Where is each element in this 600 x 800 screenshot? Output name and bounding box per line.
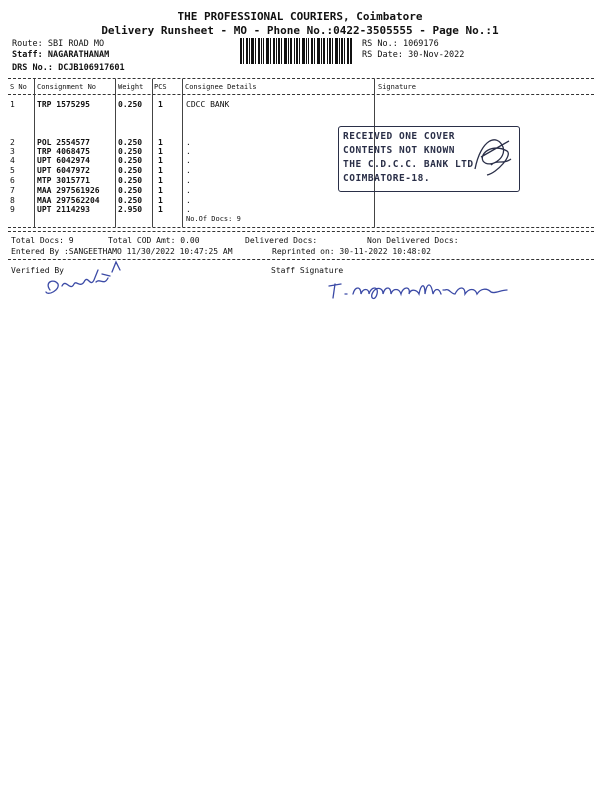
- row-consignment: POL 2554577: [37, 138, 90, 147]
- row-details: .: [186, 205, 191, 214]
- staff-signature: [325, 276, 515, 302]
- row-pcs: 1: [158, 176, 163, 185]
- rs-no-value: 1069176: [402, 39, 439, 49]
- drs-value: DCJB106917601: [58, 63, 125, 73]
- rs-date-label: RS Date:: [362, 50, 403, 60]
- total-cod-amount: Total COD Amt: 0.00: [108, 236, 200, 245]
- row-details: .: [186, 138, 191, 147]
- header-sno: S No: [10, 83, 27, 91]
- table-row: [0, 100, 600, 109]
- footer-top-rule: [8, 231, 594, 232]
- row-weight: 0.250: [118, 100, 143, 109]
- row-consignment: UPT 6042974: [37, 156, 90, 165]
- entered-by: Entered By :SANGEETHAMO 11/30/2022 10:47:25 AM: [11, 247, 233, 256]
- header-consignment: Consignment No: [37, 83, 97, 91]
- row-pcs: 1: [158, 166, 163, 175]
- row-pcs: 1: [158, 100, 163, 109]
- drs-label: DRS No.:: [12, 63, 53, 73]
- row-pcs: 1: [158, 196, 163, 205]
- row-pcs: 1: [158, 205, 163, 214]
- row-pcs: 1: [158, 156, 163, 165]
- row-details: .: [186, 186, 191, 195]
- document-subtitle: Delivery Runsheet - MO - Phone No.:0422-3505555 - Page No.:1: [101, 24, 499, 37]
- row-weight: 0.250: [118, 138, 143, 147]
- stamp-line-3: THE C.D.C.C. BANK LTD: [343, 159, 474, 170]
- header-weight: Weight: [118, 83, 144, 91]
- rs-date-value: 30-Nov-2022: [408, 50, 465, 60]
- rs-no-line: [362, 39, 439, 49]
- table-header-rule: [8, 94, 594, 95]
- row-details: .: [186, 196, 191, 205]
- verified-by-label: Verified By: [11, 266, 64, 275]
- total-docs: Total Docs: 9: [11, 236, 74, 245]
- row-details: .: [186, 156, 191, 165]
- row-sno: 5: [10, 166, 15, 175]
- row-pcs: 1: [158, 147, 163, 156]
- no-of-docs: No.Of Docs: 9: [186, 215, 241, 223]
- reprinted-on: Reprinted on: 30-11-2022 10:48:02: [272, 247, 431, 256]
- route-label: Route:: [12, 39, 43, 49]
- staff-value: NAGARATHANAM: [47, 50, 110, 60]
- row-consignment: TRP 1575295: [37, 100, 90, 109]
- route-line: [12, 39, 104, 49]
- row-consignment: MAA 297561926: [37, 186, 100, 195]
- row-consignment: MAA 297562204: [37, 196, 100, 205]
- header-signature: Signature: [378, 83, 416, 91]
- row-weight: 0.250: [118, 166, 143, 175]
- row-consignment: UPT 6047972: [37, 166, 90, 175]
- row-details: CDCC BANK: [186, 100, 230, 109]
- rs-date-line: [362, 50, 464, 60]
- row-weight: 0.250: [118, 147, 143, 156]
- row-weight: 0.250: [118, 176, 143, 185]
- rs-no-label: RS No.:: [362, 39, 398, 49]
- row-details: .: [186, 176, 191, 185]
- row-details: .: [186, 166, 191, 175]
- row-weight: 0.250: [118, 156, 143, 165]
- staff-line: [12, 50, 109, 60]
- non-delivered-docs: Non Delivered Docs:: [367, 236, 459, 245]
- row-sno: 8: [10, 196, 15, 205]
- drs-line: [12, 63, 125, 73]
- row-weight: 0.250: [118, 186, 143, 195]
- received-stamp: [338, 126, 520, 192]
- barcode-image: [240, 38, 352, 64]
- stamp-line-2: CONTENTS NOT KNOWN: [343, 145, 455, 156]
- stamp-signature-scribble: [467, 129, 517, 187]
- verifier-signature: [40, 252, 130, 302]
- delivered-docs: Delivered Docs:: [245, 236, 318, 245]
- row-pcs: 1: [158, 186, 163, 195]
- row-sno: 4: [10, 156, 15, 165]
- row-details: .: [186, 147, 191, 156]
- stamp-line-1: RECEIVED ONE COVER: [343, 131, 455, 142]
- table-row: [0, 196, 600, 205]
- staff-label: Staff:: [12, 50, 43, 60]
- header-pcs: PCS: [154, 83, 167, 91]
- row-pcs: 1: [158, 138, 163, 147]
- document-title: THE PROFESSIONAL COURIERS, Coimbatore: [177, 10, 423, 23]
- row-consignment: MTP 3015771: [37, 176, 90, 185]
- stamp-line-4: COIMBATORE-18.: [343, 173, 431, 184]
- row-weight: 2.950: [118, 205, 143, 214]
- table-bottom-rule: [8, 227, 594, 228]
- row-consignment: TRP 4068475: [37, 147, 90, 156]
- header-consignee-details: Consignee Details: [185, 83, 257, 91]
- staff-signature-label: Staff Signature: [271, 266, 344, 275]
- row-consignment: UPT 2114293: [37, 205, 90, 214]
- row-sno: 9: [10, 205, 15, 214]
- row-sno: 6: [10, 176, 15, 185]
- route-value: SBI ROAD MO: [47, 39, 105, 49]
- row-sno: 2: [10, 138, 15, 147]
- row-weight: 0.250: [118, 196, 143, 205]
- row-sno: 3: [10, 147, 15, 156]
- row-sno: 7: [10, 186, 15, 195]
- table-row: [0, 205, 600, 214]
- table-top-rule: [8, 78, 594, 79]
- row-sno: 1: [10, 100, 15, 109]
